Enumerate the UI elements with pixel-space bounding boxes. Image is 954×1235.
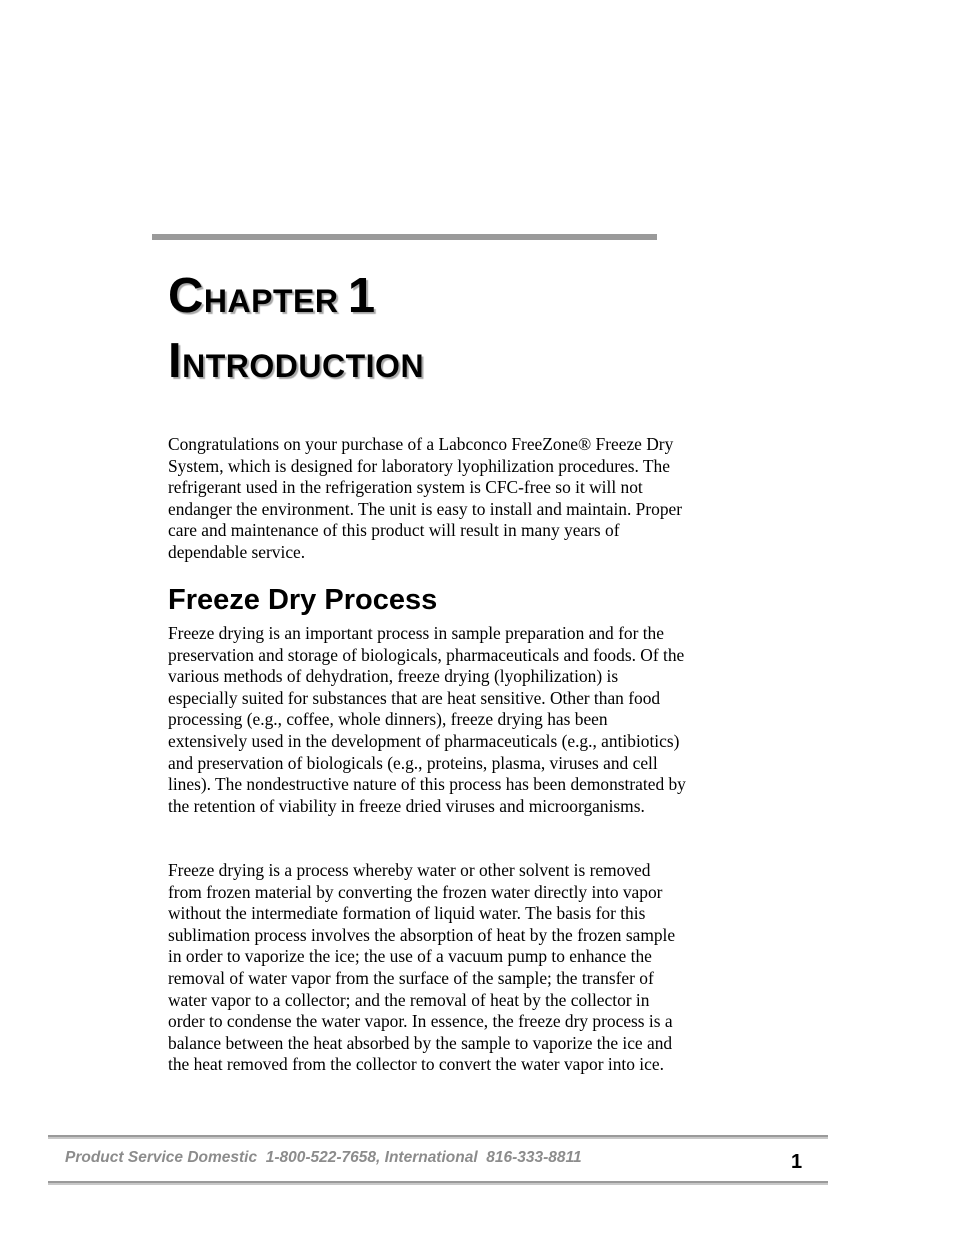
chapter-label xyxy=(168,266,424,331)
footer-service-text: Product Service Domestic 1-800-522-7658, International 816-333-8811 xyxy=(65,1149,582,1166)
chapter-rest: HAPTER xyxy=(203,283,339,319)
footer-bottom-rule xyxy=(48,1181,828,1185)
title-rest: NTRODUCTION xyxy=(182,348,425,384)
intro-paragraph: Congratulations on your purchase of a Labconco FreeZone® Freeze Dry System, which is designed for laboratory lyophilization procedures. The refrigerant used in the refrigeration system is CFC-free so it will not endanger the environment. The unit is easy to install and maintain. Proper care and maintenance of this product will result in many years of dependable service. xyxy=(168,434,683,562)
chapter-name xyxy=(168,331,424,396)
process-paragraph-2: Freeze drying is a process whereby water or other solvent is removed from frozen material by converting the frozen water directly into vapor without the intermediate formation of liquid water. The basis for this sublimation process involves the absorption of heat by the frozen sample in order to vaporize the ice; the use of a vacuum pump to enhance the removal of water vapor from the surface of the sample; the transfer of water vapor to a collector; and the removal of heat by the collector in order to condense the water vapor. In essence, the freeze dry process is a balance between the heat absorbed by the sample to vaporize the ice and the heat removed from the collector to convert the water vapor into ice. xyxy=(168,860,676,1075)
section-heading: Freeze Dry Process xyxy=(168,584,438,616)
page-number: 1 xyxy=(791,1151,803,1173)
process-paragraph-1: Freeze drying is an important process in sample preparation and for the preservation and storage of biologicals, pharmaceuticals and foods. Of the various methods of dehydration, freeze drying (lyophilization) is especially suited for substances that are heat sensitive. Other than food processing (e.g., coffee, whole dinners), freeze drying has been extensively used in the development of pharmaceuticals (e.g., antibiotics) and preservation of biologicals (e.g., proteins, plasma, viruses and cell lines). The nondestructive nature of this process has been demonstrated by the retention of viability in freeze dried viruses and microorganisms. xyxy=(168,623,686,816)
title-initial: I xyxy=(168,334,183,388)
chapter-title xyxy=(168,266,424,396)
chapter-number: 1 xyxy=(347,269,376,323)
footer-top-rule xyxy=(48,1135,828,1139)
chapter-initial: C xyxy=(168,269,204,323)
chapter-top-rule xyxy=(152,234,657,240)
